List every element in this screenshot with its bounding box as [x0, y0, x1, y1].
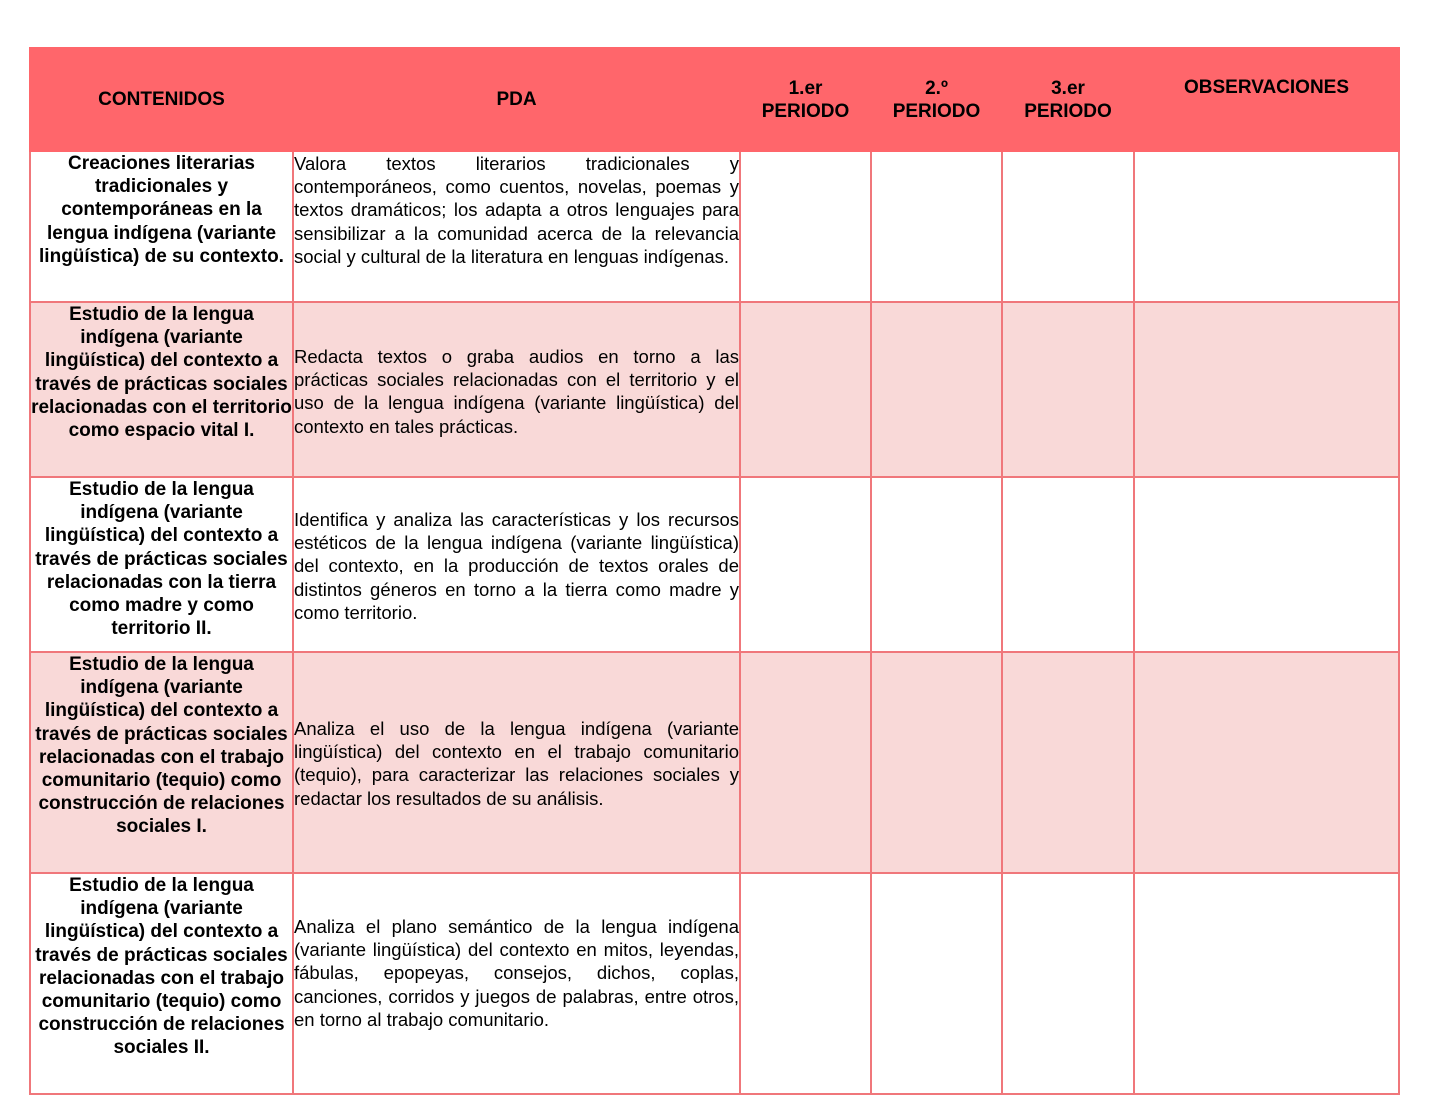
- period-3-cell: [1002, 302, 1134, 477]
- period-2-cell: [871, 151, 1002, 302]
- pda-cell: Redacta textos o graba audios en torno a las prácticas sociales relacionadas con el territorio y el uso de la lengua indígena (variante lingüística) del contexto en tales prácticas.: [293, 302, 740, 477]
- period-3-cell: [1002, 873, 1134, 1094]
- period-1-cell: [740, 652, 871, 873]
- header-observaciones: OBSERVACIONES: [1134, 48, 1399, 151]
- period-1-cell: [740, 477, 871, 652]
- header-period-1-number: 1.er: [788, 77, 823, 99]
- contenido-cell: Estudio de la lengua indígena (variante lingüística) del contexto a través de prácticas sociales relacionadas con el trabajo comunitario (tequio) como construcción de relaciones sociales II.: [30, 873, 293, 1094]
- observaciones-cell: [1134, 652, 1399, 873]
- pda-cell: Analiza el plano semántico de la lengua indígena (variante lingüística) del contexto en mitos, leyendas, fábulas, epopeyas, consejos, dichos, coplas, canciones, corridos y juegos de palabras, entre otros, en torno al trabajo comunitario.: [293, 873, 740, 1094]
- period-2-cell: [871, 652, 1002, 873]
- header-period-3: [1002, 48, 1134, 151]
- header-period-3-number: 3.er: [1051, 77, 1085, 99]
- header-period-2-label: PERIODO: [892, 100, 981, 122]
- table-row: [30, 302, 1399, 477]
- observaciones-cell: [1134, 477, 1399, 652]
- planning-table: [29, 47, 1400, 1095]
- table-row: [30, 477, 1399, 652]
- period-1-cell: [740, 873, 871, 1094]
- period-2-cell: [871, 302, 1002, 477]
- observaciones-cell: [1134, 873, 1399, 1094]
- pda-cell: Valora textos literarios tradicionales y contemporáneos, como cuentos, novelas, poemas y textos dramáticos; los adapta a otros lenguajes para sensibilizar a la comunidad acerca de la relevancia social y cultural de la literatura en lenguas indígenas.: [293, 151, 740, 302]
- period-1-cell: [740, 151, 871, 302]
- observaciones-cell: [1134, 302, 1399, 477]
- contenido-cell: Creaciones literarias tradicionales y contemporáneas en la lengua indígena (variante lingüística) de su contexto.: [30, 151, 293, 302]
- period-1-cell: [740, 302, 871, 477]
- header-period-3-label: PERIODO: [1024, 100, 1112, 122]
- header-contenidos: CONTENIDOS: [30, 48, 293, 151]
- table-header-row: [30, 48, 1399, 151]
- pda-cell: Analiza el uso de la lengua indígena (variante lingüística) del contexto en el trabajo comunitario (tequio), para caracterizar las relaciones sociales y redactar los resultados de su análisis.: [293, 652, 740, 873]
- period-2-cell: [871, 477, 1002, 652]
- header-period-2: [871, 48, 1002, 151]
- contenido-cell: Estudio de la lengua indígena (variante lingüística) del contexto a través de prácticas sociales relacionadas con el territorio como espacio vital I.: [30, 302, 293, 477]
- header-period-2-number: 2.º: [925, 77, 948, 99]
- contenido-cell: Estudio de la lengua indígena (variante lingüística) del contexto a través de prácticas sociales relacionadas con el trabajo comunitario (tequio) como construcción de relaciones sociales I.: [30, 652, 293, 873]
- period-2-cell: [871, 873, 1002, 1094]
- header-pda: PDA: [293, 48, 740, 151]
- table-row: [30, 652, 1399, 873]
- contenido-cell: Estudio de la lengua indígena (variante lingüística) del contexto a través de prácticas sociales relacionadas con la tierra como madre y como territorio II.: [30, 477, 293, 652]
- period-3-cell: [1002, 652, 1134, 873]
- observaciones-cell: [1134, 151, 1399, 302]
- table-row: [30, 151, 1399, 302]
- header-period-1: [740, 48, 871, 151]
- header-period-1-label: PERIODO: [761, 100, 850, 122]
- table-row: [30, 873, 1399, 1094]
- period-3-cell: [1002, 151, 1134, 302]
- period-3-cell: [1002, 477, 1134, 652]
- pda-cell: Identifica y analiza las características y los recursos estéticos de la lengua indígena (variante lingüística) del contexto, en la producción de textos orales de distintos géneros en torno a la tierra como madre y como territorio.: [293, 477, 740, 652]
